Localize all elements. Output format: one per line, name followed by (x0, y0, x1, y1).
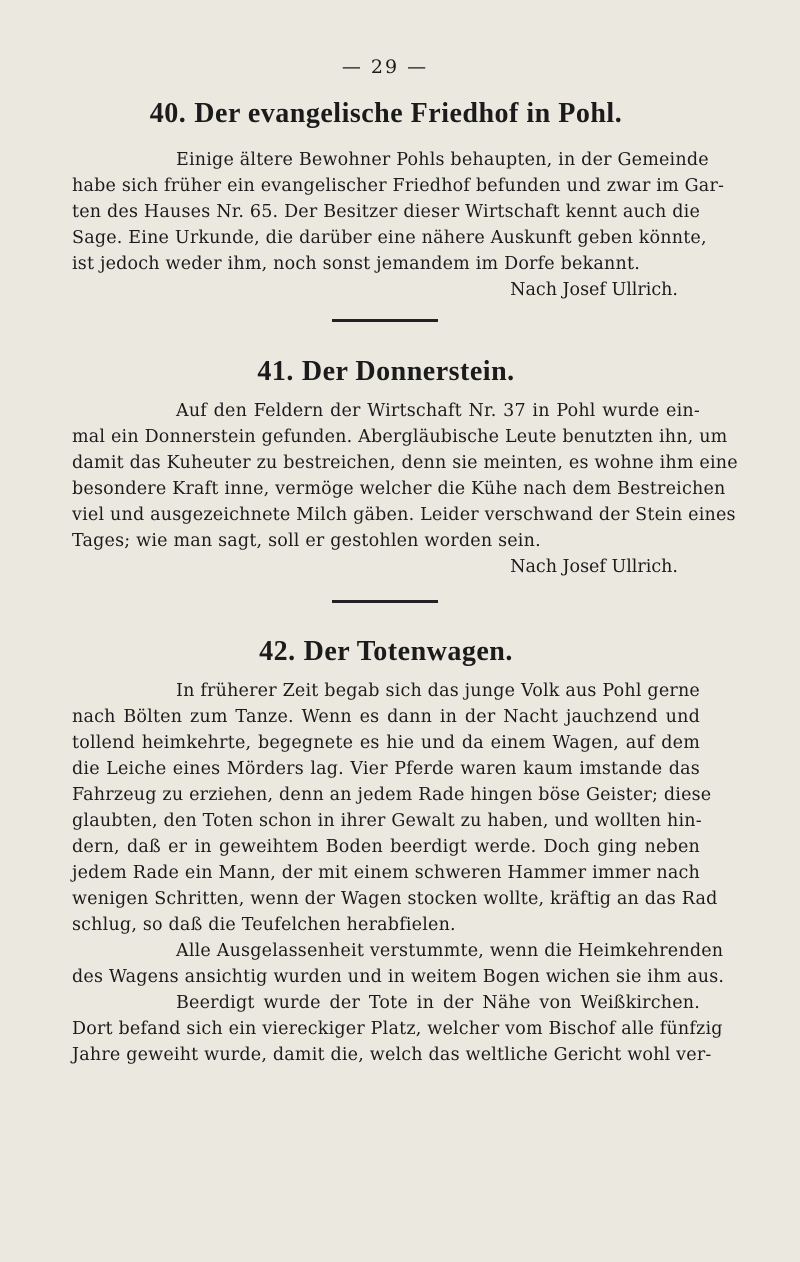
section-heading (72, 636, 700, 668)
text-line: des Wagens ansichtig wurden und in weitem Bogen wichen sie ihm aus. (72, 967, 725, 987)
section-41-body (72, 398, 738, 580)
text-line: Dort befand sich ein viereckiger Platz, welcher vom Bischof alle fünfzig (72, 1019, 723, 1039)
text-line: ten des Hauses Nr. 65. Der Besitzer dieser Wirtschaft kennt auch die (72, 202, 700, 222)
text-line: viel und ausgezeichnete Milch gäben. Leider verschwand der Stein eines (72, 505, 736, 525)
text-line: Einige ältere Bewohner Pohls behaupten, in der Gemeinde (176, 150, 709, 170)
section-divider (332, 319, 438, 322)
text-line: Auf den Feldern der Wirtschaft Nr. 37 in Pohl wurde ein- (176, 401, 700, 421)
text-line: tollend heimkehrte, begegnete es hie und da einem Wagen, auf dem (72, 733, 700, 753)
section-number: 40. (149, 98, 187, 129)
section-title: Der evangelische Friedhof in Pohl. (194, 98, 623, 129)
section-number: 42. (259, 636, 296, 667)
text-line: die Leiche eines Mörders lag. Vier Pferde waren kaum imstande das (72, 759, 700, 779)
text-line: habe sich früher ein evangelischer Friedhof befunden und zwar im Gar- (72, 176, 725, 196)
section-title: Der Totenwagen. (303, 636, 513, 667)
text-line: Fahrzeug zu erziehen, denn an jedem Rade hingen böse Geister; diese (72, 785, 712, 805)
section-heading (72, 98, 700, 130)
section-title: Der Donnerstein. (301, 356, 515, 387)
section-heading (72, 356, 700, 388)
text-line: glaubten, den Toten schon in ihrer Gewalt zu haben, und wollten hin- (72, 811, 702, 831)
section-divider (332, 600, 438, 603)
section-42 (72, 636, 700, 668)
text-line: jedem Rade ein Mann, der mit einem schweren Hammer immer nach (72, 863, 700, 883)
text-line: Jahre geweiht wurde, damit die, welch das weltliche Gericht wohl ver- (72, 1045, 712, 1065)
section-40 (72, 98, 700, 130)
text-line: mal ein Donnerstein gefunden. Abergläubische Leute benutzten ihn, um (72, 427, 728, 447)
text-line: ist jedoch weder ihm, noch sonst jemandem im Dorfe bekannt. (72, 254, 640, 274)
text-line: In früherer Zeit begab sich das junge Volk aus Pohl gerne (176, 681, 700, 701)
text-line: wenigen Schritten, wenn der Wagen stocken wollte, kräftig an das Rad (72, 889, 718, 909)
text-line: Alle Ausgelassenheit verstummte, wenn die Heimkehrenden (176, 941, 724, 961)
page-number: — 29 — (341, 56, 429, 78)
text-line: schlug, so daß die Teufelchen herabfielen. (72, 915, 456, 935)
text-line: Beerdigt wurde der Tote in der Nähe von Weißkirchen. (176, 993, 700, 1013)
text-line: Sage. Eine Urkunde, die darüber eine nähere Auskunft geben könnte, (72, 228, 707, 248)
source-credit: Nach Josef Ullrich. (510, 280, 678, 300)
section-number: 41. (257, 356, 294, 387)
text-line: nach Bölten zum Tanze. Wenn es dann in der Nacht jauchzend und (72, 707, 700, 727)
source-credit: Nach Josef Ullrich. (510, 557, 678, 577)
text-line: damit das Kuheuter zu bestreichen, denn sie meinten, es wohne ihm eine (72, 453, 738, 473)
section-40-body (72, 147, 725, 303)
text-line: Tages; wie man sagt, soll er gestohlen worden sein. (72, 531, 541, 551)
text-line: dern, daß er in geweihtem Boden beerdigt werde. Doch ging neben (72, 837, 700, 857)
text-line: besondere Kraft inne, vermöge welcher die Kühe nach dem Bestreichen (72, 479, 726, 499)
section-42-body (72, 678, 725, 1068)
section-41 (72, 356, 700, 388)
